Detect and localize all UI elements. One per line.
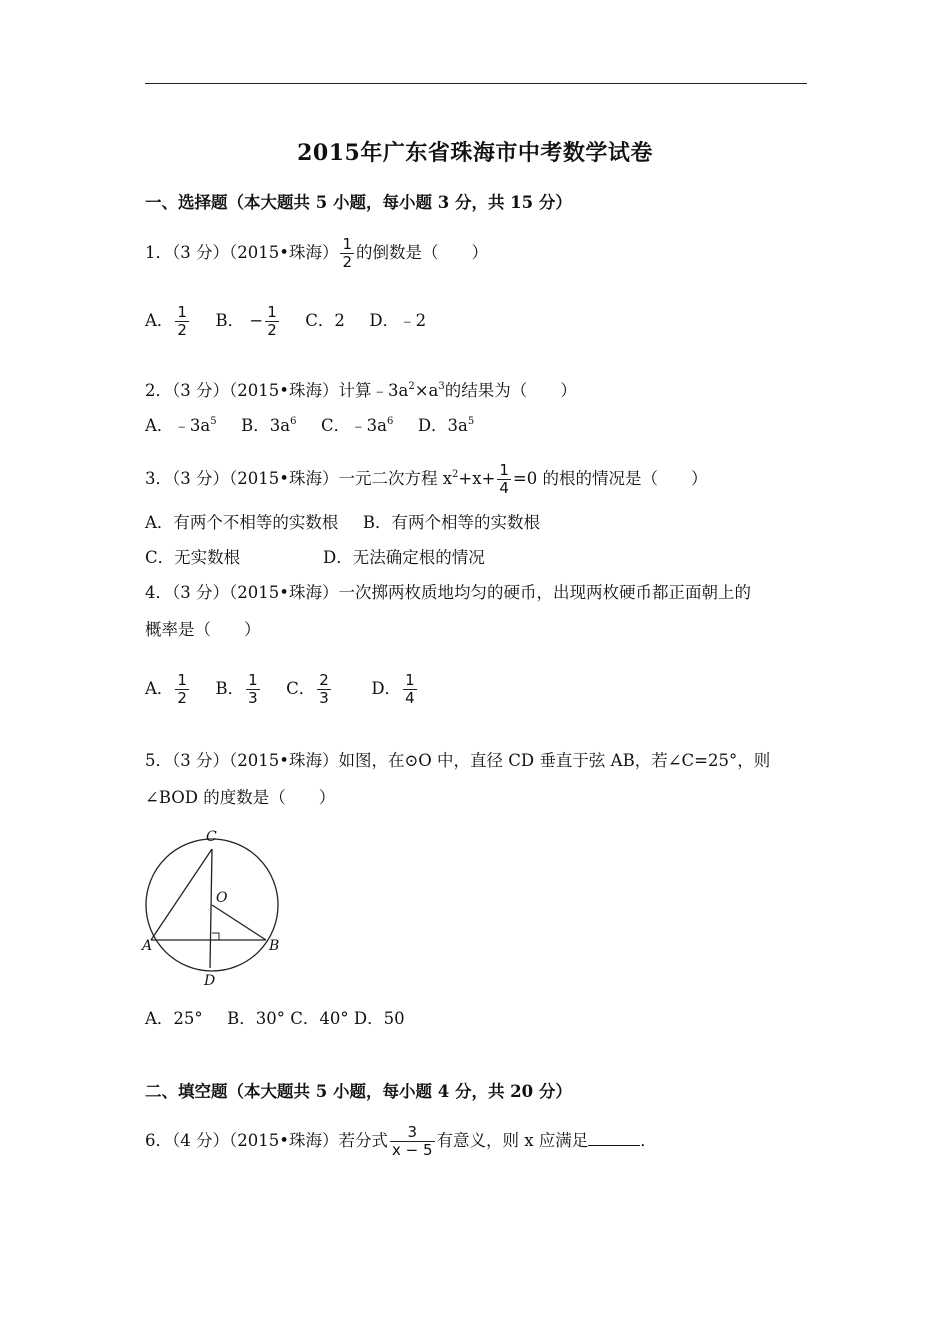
q2-c-exp: 6: [386, 416, 394, 427]
q3-options-row1: [145, 512, 540, 534]
question-1: [145, 236, 488, 271]
question-2: [145, 380, 577, 402]
question-4-line2: 概率是（ ）: [145, 620, 261, 639]
q4-d-num: 1: [405, 671, 415, 689]
q4-c-den: 3: [319, 689, 329, 707]
q4-c-num: 2: [319, 671, 329, 689]
q1-b-num: 1: [267, 303, 277, 321]
segment-ca: [151, 849, 212, 940]
q1-prefix: 1．（3 分）（2015•珠海）: [145, 243, 339, 262]
q1-a-den: 2: [177, 321, 187, 339]
q2-d-exp: 5: [467, 416, 475, 427]
q6-frac-num: 3: [407, 1123, 417, 1141]
q5-option-b: B．30°: [227, 1009, 286, 1028]
q4-a-den: 2: [177, 689, 187, 707]
q2-option-b: B．3a: [241, 416, 291, 435]
q2-a-exp: 5: [210, 416, 217, 427]
q1-option-b-fraction: [265, 304, 279, 339]
q6-fraction: [390, 1124, 435, 1159]
q4-option-a-fraction: [175, 672, 189, 707]
q5-options: [145, 1008, 405, 1030]
q5-option-c: C．40°: [290, 1009, 349, 1028]
q2-exp2: 3: [438, 381, 445, 392]
q2-option-a: A．﹣3a: [145, 416, 211, 435]
q1-option-d: D．﹣2: [369, 311, 427, 330]
q2-suffix: 的结果为（ ）: [444, 381, 577, 400]
right-angle-mark: [212, 933, 219, 940]
label-c: C: [206, 829, 217, 845]
segment-ob: [212, 905, 266, 940]
q2-options: [145, 415, 474, 437]
q6-answer-blank[interactable]: [588, 1131, 640, 1146]
q2-option-d: D．3a: [417, 416, 468, 435]
q4-b-den: 3: [248, 689, 258, 707]
diameter-cd: [210, 849, 212, 968]
q4-option-c-label: C．: [286, 679, 316, 698]
question-5-line1: 5．（3 分）（2015•珠海）如图，在⊙O 中，直径 CD 垂直于弦 AB，若∠C=25°，则: [145, 751, 771, 770]
q1-b-den: 2: [267, 321, 277, 339]
q3-frac-num: 1: [499, 461, 509, 479]
q4-option-a-label: A．: [145, 679, 174, 698]
q1-a-num: 1: [177, 303, 187, 321]
q2-option-c: C．﹣3a: [320, 416, 387, 435]
section2-heading: 二、填空题（本大题共 5 小题，每小题 4 分，共 20 分）: [145, 1082, 572, 1101]
q4-a-num: 1: [177, 671, 187, 689]
q3-option-d: D．无法确定根的情况: [323, 548, 485, 567]
q6-frac-den: x − 5: [391, 1141, 433, 1159]
q4-b-num: 1: [248, 671, 258, 689]
q6-suffix: 有意义，则 x 应满足: [436, 1131, 589, 1150]
q2-exp1: 2: [408, 381, 415, 392]
q3-suffix: =0 的根的情况是（ ）: [512, 469, 708, 488]
q1-fraction: [340, 236, 354, 271]
q4-d-den: 4: [405, 689, 415, 707]
q1-option-c: C．2: [305, 311, 345, 330]
q4-option-c-fraction: [317, 672, 331, 707]
q3-mid: +x+: [458, 469, 496, 488]
q3-options-row2: [145, 547, 485, 569]
q1-option-a-fraction: [175, 304, 189, 339]
q1-options: [145, 304, 426, 339]
q2-mid: ×a: [414, 381, 439, 400]
q1-option-a-label: A．: [145, 311, 174, 330]
q3-prefix: 3．（3 分）（2015•珠海）一元二次方程 x: [145, 469, 453, 488]
q4-option-d-label: D．: [371, 679, 402, 698]
q3-option-a: A．有两个不相等的实数根: [145, 513, 339, 532]
question-4-line1: 4．（3 分）（2015•珠海）一次掷两枚质地均匀的硬币，出现两枚硬币都正面朝上的: [145, 583, 751, 602]
q1-frac-den: 2: [342, 253, 353, 271]
label-o: O: [216, 890, 228, 906]
circle-geometry-figure: [140, 826, 290, 991]
q5-option-a: A．25°: [145, 1009, 203, 1028]
question-3: [145, 462, 707, 497]
page-title: 2015年广东省珠海市中考数学试卷: [297, 140, 653, 166]
q6-end: ．: [640, 1131, 657, 1150]
q4-option-b-label: B．: [215, 679, 245, 698]
label-b: B: [269, 938, 280, 954]
q3-option-c: C．无实数根: [145, 548, 241, 567]
q3-option-b: B．有两个相等的实数根: [362, 513, 541, 532]
q1-option-b-sign: −: [249, 311, 264, 330]
q1-suffix: 的倒数是（ ）: [356, 243, 489, 262]
q3-frac-den: 4: [499, 479, 509, 497]
q4-option-b-fraction: [246, 672, 260, 707]
circle-geometry-svg: [140, 826, 290, 991]
label-a: A: [142, 938, 153, 954]
q4-option-d-fraction: [403, 672, 417, 707]
q2-b-exp: 6: [290, 416, 297, 427]
q1-frac-num: 1: [342, 235, 353, 253]
question-5-line2: ∠BOD 的度数是（ ）: [145, 788, 336, 807]
q6-prefix: 6．（4 分）（2015•珠海）若分式: [145, 1131, 388, 1150]
header-rule: [145, 83, 807, 84]
q3-fraction: [497, 462, 511, 497]
q2-prefix: 2．（3 分）（2015•珠海）计算﹣3a: [145, 381, 409, 400]
section1-heading: 一、选择题（本大题共 5 小题，每小题 3 分，共 15 分）: [145, 193, 572, 212]
question-6: [145, 1124, 657, 1159]
q4-options: [145, 672, 419, 707]
q1-option-b-label: B．: [215, 311, 245, 330]
q3-exp: 2: [452, 469, 459, 480]
label-d: D: [204, 973, 216, 989]
q5-option-d: D．50: [353, 1009, 405, 1028]
